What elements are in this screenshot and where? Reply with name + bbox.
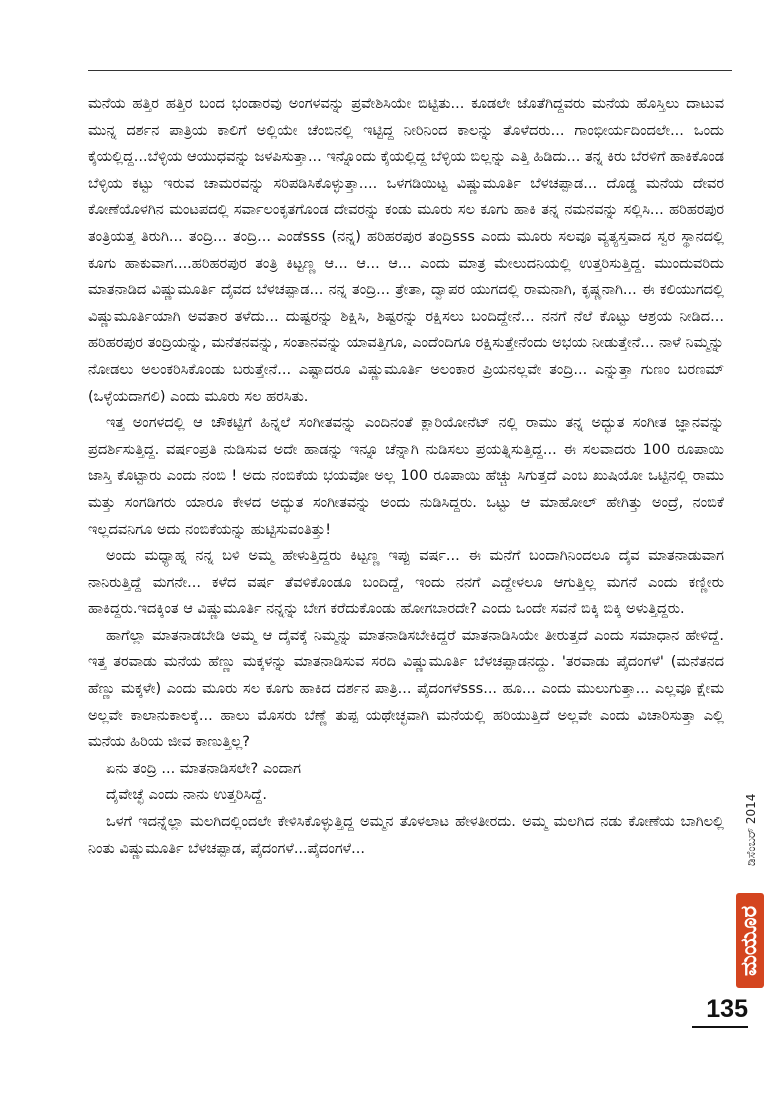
paragraph-6: ದೈವೇಚ್ಛೆ ಎಂದು ನಾನು ಉತ್ತರಿಸಿದ್ದೆ. [106,787,268,804]
header-rule [88,70,732,71]
magazine-name: ಮಯೂರ [737,905,762,976]
paragraph-7: ಒಳಗೆ ಇದನ್ನೆಲ್ಲಾ ಮಲಗಿದಲ್ಲಿಂದಲೇ ಕೇಳಿಸಿಕೊಳ್ಳುತ್ತಿದ್ದ ಅಮ್ಮನ ತೊಳಲಾಟ ಹೇಳತೀರದು. ಅಮ್ಮ ಮಲಗಿದ ನಡು ಕೋಣೆಯ ಬಾಗಿಲಲ್ಲಿ ನಿಂತು ವಿಷ್ಣುಮೂರ್ತಿ ಬೆಳಚಪ್ಪಾಡ, ಪೈದಂಗಳೆ...ಪೈದಂಗಳೆ... [88,814,724,857]
paragraph-4: ಹಾಗೆಲ್ಲಾ ಮಾತನಾಡಬೇಡಿ ಅಮ್ಮ ಆ ದೈವಕ್ಕೆ ನಿಮ್ಮನ್ನು ಮಾತನಾಡಿಸಬೇಕಿದ್ದರೆ ಮಾತನಾಡಿಸಿಯೇ ತೀರುತ್ತದೆ ಎಂದು ಸಮಾಧಾನ ಹೇಳಿದ್ದೆ. ಇತ್ತ ತರವಾಡು ಮನೆಯ ಹೆಣ್ಣು ಮಕ್ಕಳನ್ನು ಮಾತನಾಡಿಸುವ ಸರದಿ ವಿಷ್ಣುಮೂರ್ತಿ ಬೆಳಚಪ್ಪಾಡನದ್ದು. 'ತರವಾಡು ಪೈದಂಗಳೆ' (ಮನೆತನದ ಹೆಣ್ಣು ಮಕ್ಕಳೇ) ಎಂದು ಮೂರು ಸಲ ಕೂಗು ಹಾಕಿದ ದರ್ಶನ ಪಾತ್ರಿ... ಪೈದಂಗಳೆsss... ಹೂ... ಎಂದು ಮುಲುಗುತ್ತಾ... ಎಲ್ಲವೂ ಕ್ಷೇಮ ಅಲ್ಲವೇ ಕಾಲಾನುಕಾಲಕ್ಕೆ... ಹಾಲು ಮೊಸರು ಬೆಣ್ಣೆ ತುಪ್ಪ ಯಥೇಚ್ಛವಾಗಿ ಮನೆಯಲ್ಲಿ ಹರಿಯುತ್ತಿದೆ ಅಲ್ಲವೇ ಎಂದು ವಿಚಾರಿಸುತ್ತಾ ಎಲ್ಲಿ ಮನೆಯ ಹಿರಿಯ ಜೀವ ಕಾಣುತ್ತಿಲ್ಲ? [88,627,724,751]
magazine-logo [736,893,764,988]
paragraph-2: ಇತ್ತ ಅಂಗಳದಲ್ಲಿ ಆ ಚೌಕಟ್ಟಿಗೆ ಹಿನ್ನಲೆ ಸಂಗೀತವನ್ನು ಎಂದಿನಂತೆ ಕ್ಲಾರಿಯೋನೆಟ್ ನಲ್ಲಿ ರಾಮು ತನ್ನ ಅದ್ಭುತ ಸಂಗೀತ ಜ್ಞಾನವನ್ನು ಪ್ರದರ್ಶಿಸುತ್ತಿದ್ದ. ವರ್ಷಂಪ್ರತಿ ನುಡಿಸುವ ಅದೇ ಹಾಡನ್ನು ಇನ್ನೂ ಚೆನ್ನಾಗಿ ನುಡಿಸಲು ಪ್ರಯತ್ನಿಸುತ್ತಿದ್ದ... ಈ ಸಲವಾದರು 100 ರೂಪಾಯಿ ಜಾಸ್ತಿ ಕೊಟ್ಟಾರು ಎಂದು ನಂಬಿ ! ಅದು ನಂಬಿಕೆಯ ಭಯವೋ ಅಲ್ಲ 100 ರೂಪಾಯಿ ಹೆಚ್ಚು ಸಿಗುತ್ತದೆ ಎಂಬ ಖುಷಿಯೋ ಒಟ್ಟಿನಲ್ಲಿ ರಾಮು ಮತ್ತು ಸಂಗಡಿಗರು ಯಾರೂ ಕೇಳದ ಅದ್ಭುತ ಸಂಗೀತವನ್ನು ಅಂದು ನುಡಿಸಿದ್ದರು. ಒಟ್ಟು ಆ ಮಾಹೋಲ್ ಹೇಗಿತ್ತು ಅಂದ್ರೆ, ನಂಬಿಕೆ ಇಲ್ಲದವನಿಗೂ ಅದು ನಂಬಿಕೆಯನ್ನು ಹುಟ್ಟಿಸುವಂತಿತ್ತು! [88,415,724,538]
article-body [88,91,724,862]
page-number: 135 [706,995,748,1023]
page-number-rule [692,1026,748,1028]
issue-month: ಡಿಸೆಂಬರ್ 2014 [744,793,758,867]
paragraph-3: ಅಂದು ಮಧ್ಯಾಹ್ನ ನನ್ನ ಬಳಿ ಅಮ್ಮ ಹೇಳುತ್ತಿದ್ದರು ಕಿಟ್ಟಣ್ಣ ಇಪ್ಪು ವರ್ಷ... ಈ ಮನೆಗೆ ಬಂದಾಗಿನಿಂದಲೂ ದೈವ ಮಾತನಾಡುವಾಗ ನಾನಿರುತ್ತಿದ್ದೆ ಮಗನೇ... ಕಳೆದ ವರ್ಷ ತೆವಳಿಕೊಂಡೂ ಬಂದಿದ್ದೆ, ಇಂದು ನನಗೆ ಎದ್ದೇಳಲೂ ಆಗುತ್ತಿಲ್ಲ ಮಗನೆ ಎಂದು ಕಣ್ಣೀರು ಹಾಕಿದ್ದರು.ಇದಕ್ಕಿಂತ ಆ ವಿಷ್ಣುಮೂರ್ತಿ ನನ್ನನ್ನು ಬೇಗ ಕರೆದುಕೊಂಡು ಹೋಗಬಾರದೇ? ಎಂದು ಒಂದೇ ಸವನೆ ಬಿಕ್ಕಿ ಬಿಕ್ಕಿ ಅಳುತ್ತಿದ್ದರು. [88,548,724,618]
paragraph-1: ಮನೆಯ ಹತ್ತಿರ ಹತ್ತಿರ ಬಂದ ಭಂಡಾರವು ಅಂಗಳವನ್ನು ಪ್ರವೇಶಿಸಿಯೇ ಬಿಟ್ಟಿತು... ಕೂಡಲೇ ಜೊತೆಗಿದ್ದವರು ಮನೆಯ ಹೊಸ್ತಿಲು ದಾಟುವ ಮುನ್ನ ದರ್ಶನ ಪಾತ್ರಿಯ ಕಾಲಿಗೆ ಅಲ್ಲಿಯೇ ಚೆಂಬಿನಲ್ಲಿ ಇಟ್ಟಿದ್ದ ನೀರಿನಿಂದ ಕಾಲನ್ನು ತೊಳೆದರು... ಗಾಂಭೀರ್ಯದಿಂದಲೇ... ಒಂದು ಕೈಯಲ್ಲಿದ್ದ...ಬೆಳ್ಳಿಯ ಆಯುಧವನ್ನು ಜಳಪಿಸುತ್ತಾ... ಇನ್ನೊಂದು ಕೈಯಲ್ಲಿದ್ದ ಬೆಳ್ಳಿಯ ಬಿಲ್ಲನ್ನು ಎತ್ತಿ ಹಿಡಿದು... ತನ್ನ ಕಿರು ಬೆರಳಿಗೆ ಹಾಕಿಕೊಂಡ ಬೆಳ್ಳಿಯ ಕಟ್ಟು ಇರುವ ಚಾಮರವನ್ನು ಸರಿಪಡಿಸಿಕೊಳ್ಳುತ್ತಾ.... ಒಳಗಡಿಯಿಟ್ಟ ವಿಷ್ಣುಮೂರ್ತಿ ಬೆಳಚಪ್ಪಾಡ... ದೊಡ್ಡ ಮನೆಯ ದೇವರ ಕೋಣೆಯೊಳಗಿನ ಮಂಟಪದಲ್ಲಿ ಸರ್ವಾಲಂಕೃತಗೊಂಡ ದೇವರನ್ನು ಕಂಡು ಮೂರು ಸಲ ಕೂಗು ಹಾಕಿ ತನ್ನ ನಮನವನ್ನು ಸಲ್ಲಿಸಿ... ಹರಿಹರಪುರ ತಂತ್ರಿಯತ್ತ ತಿರುಗಿ... ತಂದ್ರಿ... ತಂದ್ರಿ... ಎಂಡೆsss (ನನ್ನ) ಹರಿಹರಪುರ ತಂದ್ರಿsss ಎಂದು ಮೂರು ಸಲವೂ ವ್ಯತ್ಯಸ್ತವಾದ ಸ್ವರ ಸ್ಥಾನದಲ್ಲಿ ಕೂಗು ಹಾಕುವಾಗ....ಹರಿಹರಪುರ ತಂತ್ರಿ ಕಿಟ್ಟಣ್ಣ ಆ... ಆ... ಆ... ಎಂದು ಮಾತ್ರ ಮೇಲುದನಿಯಲ್ಲಿ ಉತ್ತರಿಸುತ್ತಿದ್ದ. ಮುಂದುವರಿದು ಮಾತನಾಡಿದ ವಿಷ್ಣುಮೂರ್ತಿ ದೈವದ ಬೆಳಚಪ್ಪಾಡ... ನನ್ನ ತಂದ್ರಿ... ತ್ರೇತಾ, ದ್ವಾಪರ ಯುಗದಲ್ಲಿ ರಾಮನಾಗಿ, ಕೃಷ್ಣನಾಗಿ... ಈ ಕಲಿಯುಗದಲ್ಲಿ ವಿಷ್ಣುಮೂರ್ತಿಯಾಗಿ ಅವತಾರ ತಳೆದು... ದುಷ್ಟರನ್ನು ಶಿಕ್ಷಿಸಿ, ಶಿಷ್ಟರನ್ನು ರಕ್ಷಿಸಲು ಬಂದಿದ್ದೇನೆ... ನನಗೆ ನೆಲೆ ಕೊಟ್ಟು ಆಶ್ರಯ ನೀಡಿದ... ಹರಿಹರಪುರ ತಂದ್ರಿಯನ್ನು, ಮನೆತನವನ್ನು, ಸಂತಾನವನ್ನು ಯಾವತ್ತಿಗೂ, ಎಂದೆಂದಿಗೂ ರಕ್ಷಿಸುತ್ತೇನೆಂದು ಅಭಯ ನೀಡುತ್ತೇನೆ... ನಾಳೆ ನಿಮ್ಮನ್ನು ನೋಡಲು ಅಲಂಕರಿಸಿಕೊಂಡು ಬರುತ್ತೇನೆ... ಎಷ್ಟಾದರೂ ವಿಷ್ಣುಮೂರ್ತಿ ಅಲಂಕಾರ ಪ್ರಿಯನಲ್ಲವೇ ತಂದ್ರಿ... ಎನ್ನುತ್ತಾ ಗುಣಂ ಬರಣಮ್ (ಒಳ್ಳೆಯದಾಗಲಿ) ಎಂದು ಮೂರು ಸಲ ಹರಸಿತು. [88,96,724,405]
paragraph-5: ಏನು ತಂದ್ರಿ ... ಮಾತನಾಡಿಸಲೇ? ಎಂದಾಗ [106,760,301,777]
